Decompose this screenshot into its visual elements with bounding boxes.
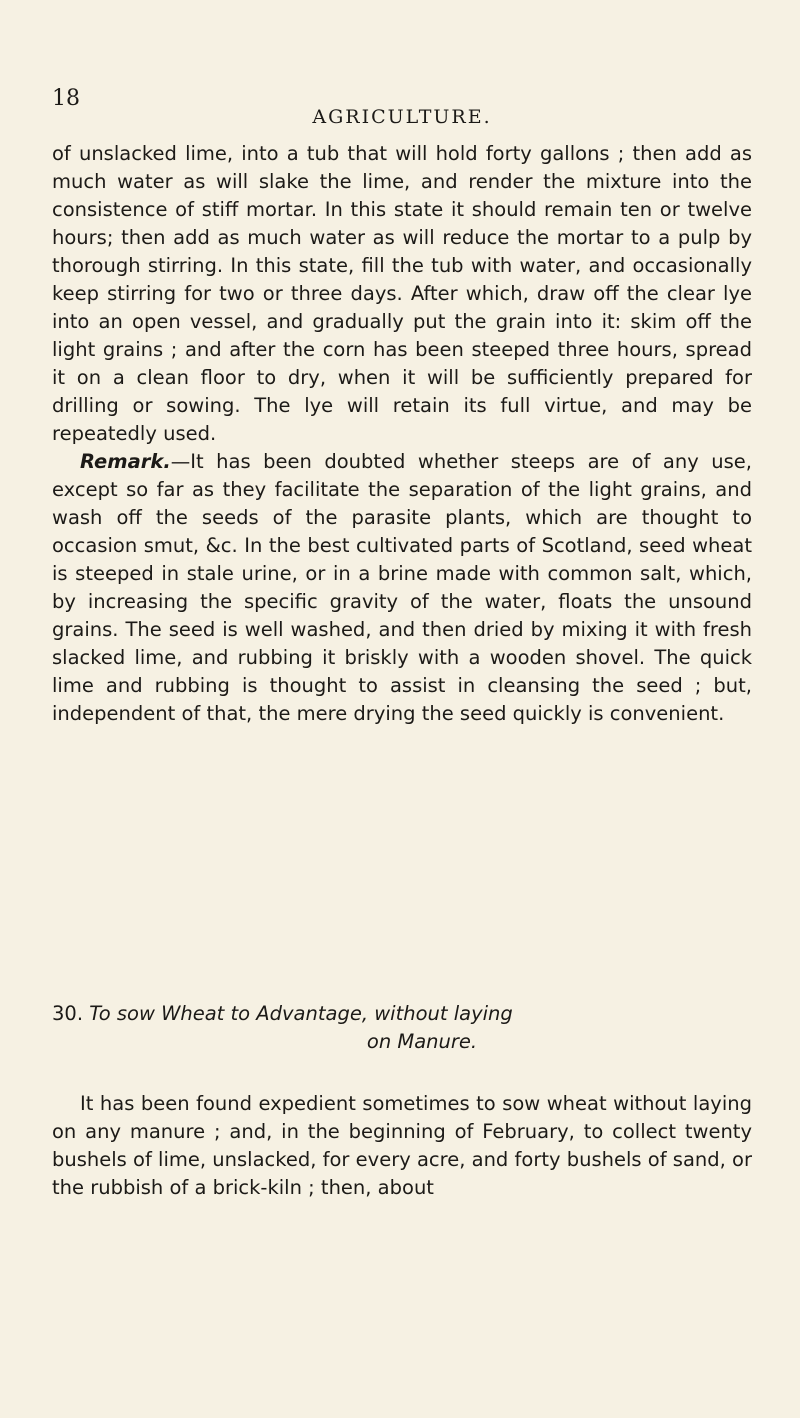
section-paragraph: It has been found expedient sometimes to sow wheat without laying on any manure ; and, in the beginning of February, to collect twenty bushels of lime, unslacked, for every acre, and forty bushels of sand, or the rubbish of a brick-kiln ; then, about xyxy=(52,1092,752,1199)
running-title: AGRICULTURE. xyxy=(312,106,492,128)
page-number: 18 xyxy=(52,86,80,111)
section-title-line1: To sow Wheat to Advantage, without laying xyxy=(89,1002,513,1025)
paragraph-continued: of unslacked lime, into a tub that will hold forty gallons ; then add as much water as will slake the lime, and render the mixture into the consistence of stiff mortar. In this state it should remain ten or twelve hours; then add as much water as will reduce the mortar to a pulp by thorough stirring. In this state, fill the tub with water, and occasionally keep stirring for two or three days. After which, draw off the clear lye into an open vessel, and gradually put the grain into it: skim off the light grains ; and after the corn has been steeped three hours, spread it on a clean floor to dry, when it will be sufficiently prepared for drilling or sowing. The lye will retain its full virtue, and may be repeatedly used. xyxy=(52,142,752,445)
body-text xyxy=(52,140,752,728)
running-head xyxy=(52,86,752,126)
section-number: 30. xyxy=(52,1002,84,1025)
remark-label: Remark. xyxy=(80,450,171,473)
section-body xyxy=(52,1090,752,1202)
remark-paragraph xyxy=(52,448,752,728)
section-heading xyxy=(52,1000,752,1056)
section-title-line2: on Manure. xyxy=(366,1030,478,1053)
remark-text: —It has been doubted whether steeps are of any use, except so far as they facilitate the separation of the light grains, and wash off the seeds of the parasite plants, which are thought to occasion smut, &c. In the best cultivated parts of Scotland, seed wheat is steeped in stale urine, or in a brine made with common salt, which, by increasing the specific gravity of the water, floats the unsound grains. The seed is well washed, and then dried by mixing it with fresh slacked lime, and rubbing it briskly with a wooden shovel. The quick lime and rubbing is thought to assist in cleansing the seed ; but, independent of that, the mere drying the seed quickly is convenient. xyxy=(52,450,752,725)
